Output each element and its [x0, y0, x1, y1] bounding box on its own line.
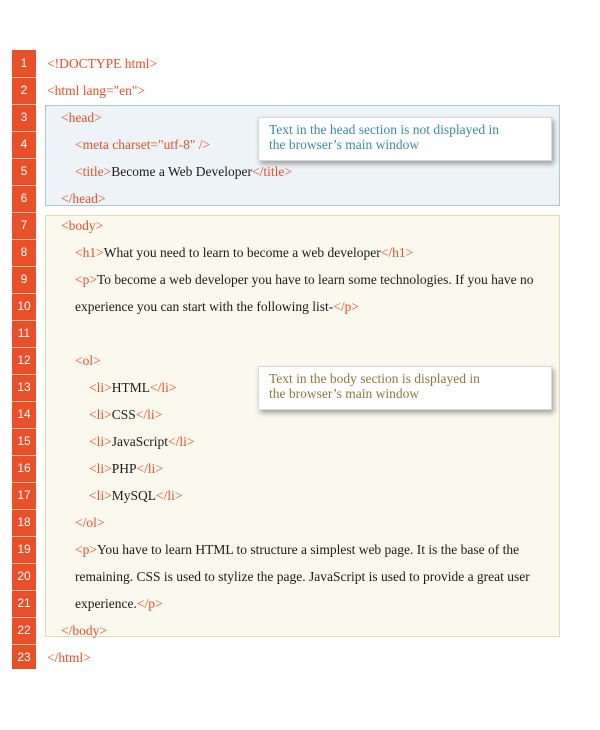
line-number: 9: [20, 272, 28, 286]
html-tag: <!DOCTYPE html>: [47, 56, 158, 71]
line-separator: [12, 293, 36, 294]
html-tag: <li>: [89, 380, 112, 395]
line-separator: [12, 644, 36, 645]
line-number: 16: [17, 461, 31, 475]
body-section-callout: [258, 366, 552, 410]
code-line: [47, 77, 145, 104]
code-line: [75, 563, 530, 590]
code-text: HTML: [111, 380, 150, 395]
line-number: 22: [17, 623, 31, 637]
html-tag: <title>: [75, 164, 112, 179]
body-callout-line-1: Text in the body section is displayed in: [269, 371, 480, 386]
line-number: 8: [20, 245, 28, 259]
code-line: [75, 131, 210, 158]
line-separator: [12, 158, 36, 159]
code-line: [89, 428, 194, 455]
line-number: 11: [17, 326, 31, 340]
html-tag: </li>: [135, 407, 163, 422]
code-text: JavaScript: [111, 434, 168, 449]
line-separator: [12, 131, 36, 132]
code-text: You have to learn HTML to structure a simplest web page. It is the base of the: [96, 542, 520, 557]
code-line: [89, 401, 162, 428]
code-line: [89, 455, 163, 482]
html-tag: <h1>: [75, 245, 104, 260]
head-section-callout: [258, 117, 552, 161]
line-separator: [12, 563, 36, 564]
line-separator: [12, 320, 36, 321]
html-tag: </h1>: [380, 245, 414, 260]
html-tag: </li>: [156, 488, 183, 503]
line-number: 10: [17, 299, 31, 313]
line-number: 19: [17, 542, 31, 556]
line-separator: [12, 428, 36, 429]
line-number: 3: [20, 110, 28, 124]
html-tag: <li>: [89, 488, 112, 503]
code-line: [89, 482, 182, 509]
line-separator: [12, 185, 36, 186]
line-number: 6: [20, 191, 28, 205]
code-line: [75, 347, 101, 374]
code-line: [75, 590, 163, 617]
html-tag: </p>: [136, 596, 163, 611]
line-separator: [12, 266, 36, 267]
html-tag: <li>: [89, 434, 112, 449]
html-tag: </li>: [136, 461, 163, 476]
code-line: [75, 536, 519, 563]
code-text: CSS: [111, 407, 136, 422]
code-text: PHP: [111, 461, 137, 476]
code-line: [61, 617, 107, 644]
line-number: 14: [17, 407, 31, 421]
html-tag: <li>: [89, 407, 112, 422]
line-number: 2: [20, 83, 28, 97]
line-number: 4: [20, 137, 28, 151]
line-number: 20: [17, 569, 31, 583]
code-line: [47, 644, 91, 671]
line-number: 17: [17, 488, 31, 502]
line-separator: [12, 455, 36, 456]
html-tag: <meta charset="utf-8" />: [75, 137, 211, 152]
line-number: 5: [20, 164, 28, 178]
code-line: [75, 293, 359, 320]
line-number: 18: [17, 515, 31, 529]
html-tag: </ol>: [75, 515, 105, 530]
code-line: [89, 374, 176, 401]
html-tag: <ol>: [75, 353, 101, 368]
line-separator: [12, 347, 36, 348]
html-tag: </li>: [149, 380, 177, 395]
line-separator: [12, 536, 36, 537]
code-line: [61, 185, 105, 212]
html-tag: </html>: [47, 650, 91, 665]
head-callout-line-2: the browser’s main window: [269, 137, 420, 152]
line-separator: [12, 374, 36, 375]
line-separator: [12, 239, 36, 240]
code-line: [75, 158, 292, 185]
code-text: What you need to learn to become a web developer: [103, 245, 381, 260]
code-line: [75, 509, 104, 536]
code-line: [61, 212, 103, 239]
line-separator: [12, 482, 36, 483]
html-tag: </li>: [167, 434, 195, 449]
html-tag: <li>: [89, 461, 112, 476]
line-separator: [12, 509, 36, 510]
html-tag: </head>: [61, 191, 106, 206]
code-line: [61, 104, 102, 131]
html-tag: </p>: [333, 299, 360, 314]
code-text: remaining. CSS is used to stylize the page. JavaScript is used to provide a great user: [75, 569, 530, 584]
line-separator: [12, 617, 36, 618]
code-text: experience.: [75, 596, 137, 611]
html-tag: </body>: [61, 623, 107, 638]
code-text: experience you can start with the following list-: [75, 299, 334, 314]
html-tag: <body>: [61, 218, 104, 233]
code-line: [75, 266, 534, 293]
line-number: 1: [20, 56, 28, 70]
line-separator: [12, 104, 36, 105]
html-tag: <p>: [75, 542, 97, 557]
line-number: 12: [17, 353, 31, 367]
body-callout-line-2: the browser’s main window: [269, 386, 420, 401]
line-separator: [12, 401, 36, 402]
html-tag: <p>: [75, 272, 97, 287]
line-separator: [12, 212, 36, 213]
line-separator: [12, 77, 36, 78]
code-text: Become a Web Developer: [111, 164, 252, 179]
line-number: 7: [20, 218, 28, 232]
line-number: 23: [17, 650, 31, 664]
html-tag: </title>: [251, 164, 292, 179]
html-tag: <head>: [61, 110, 102, 125]
code-line: [75, 239, 413, 266]
line-number: 13: [17, 380, 31, 394]
line-separator: [12, 590, 36, 591]
code-text: MySQL: [111, 488, 156, 503]
code-text: To become a web developer you have to learn some technologies. If you have no: [96, 272, 534, 287]
line-number: 15: [17, 434, 31, 448]
line-number: 21: [17, 596, 31, 610]
head-callout-line-1: Text in the head section is not displayed in: [269, 122, 500, 137]
code-line: [47, 50, 157, 77]
html-tag: <html lang="en">: [47, 83, 145, 98]
